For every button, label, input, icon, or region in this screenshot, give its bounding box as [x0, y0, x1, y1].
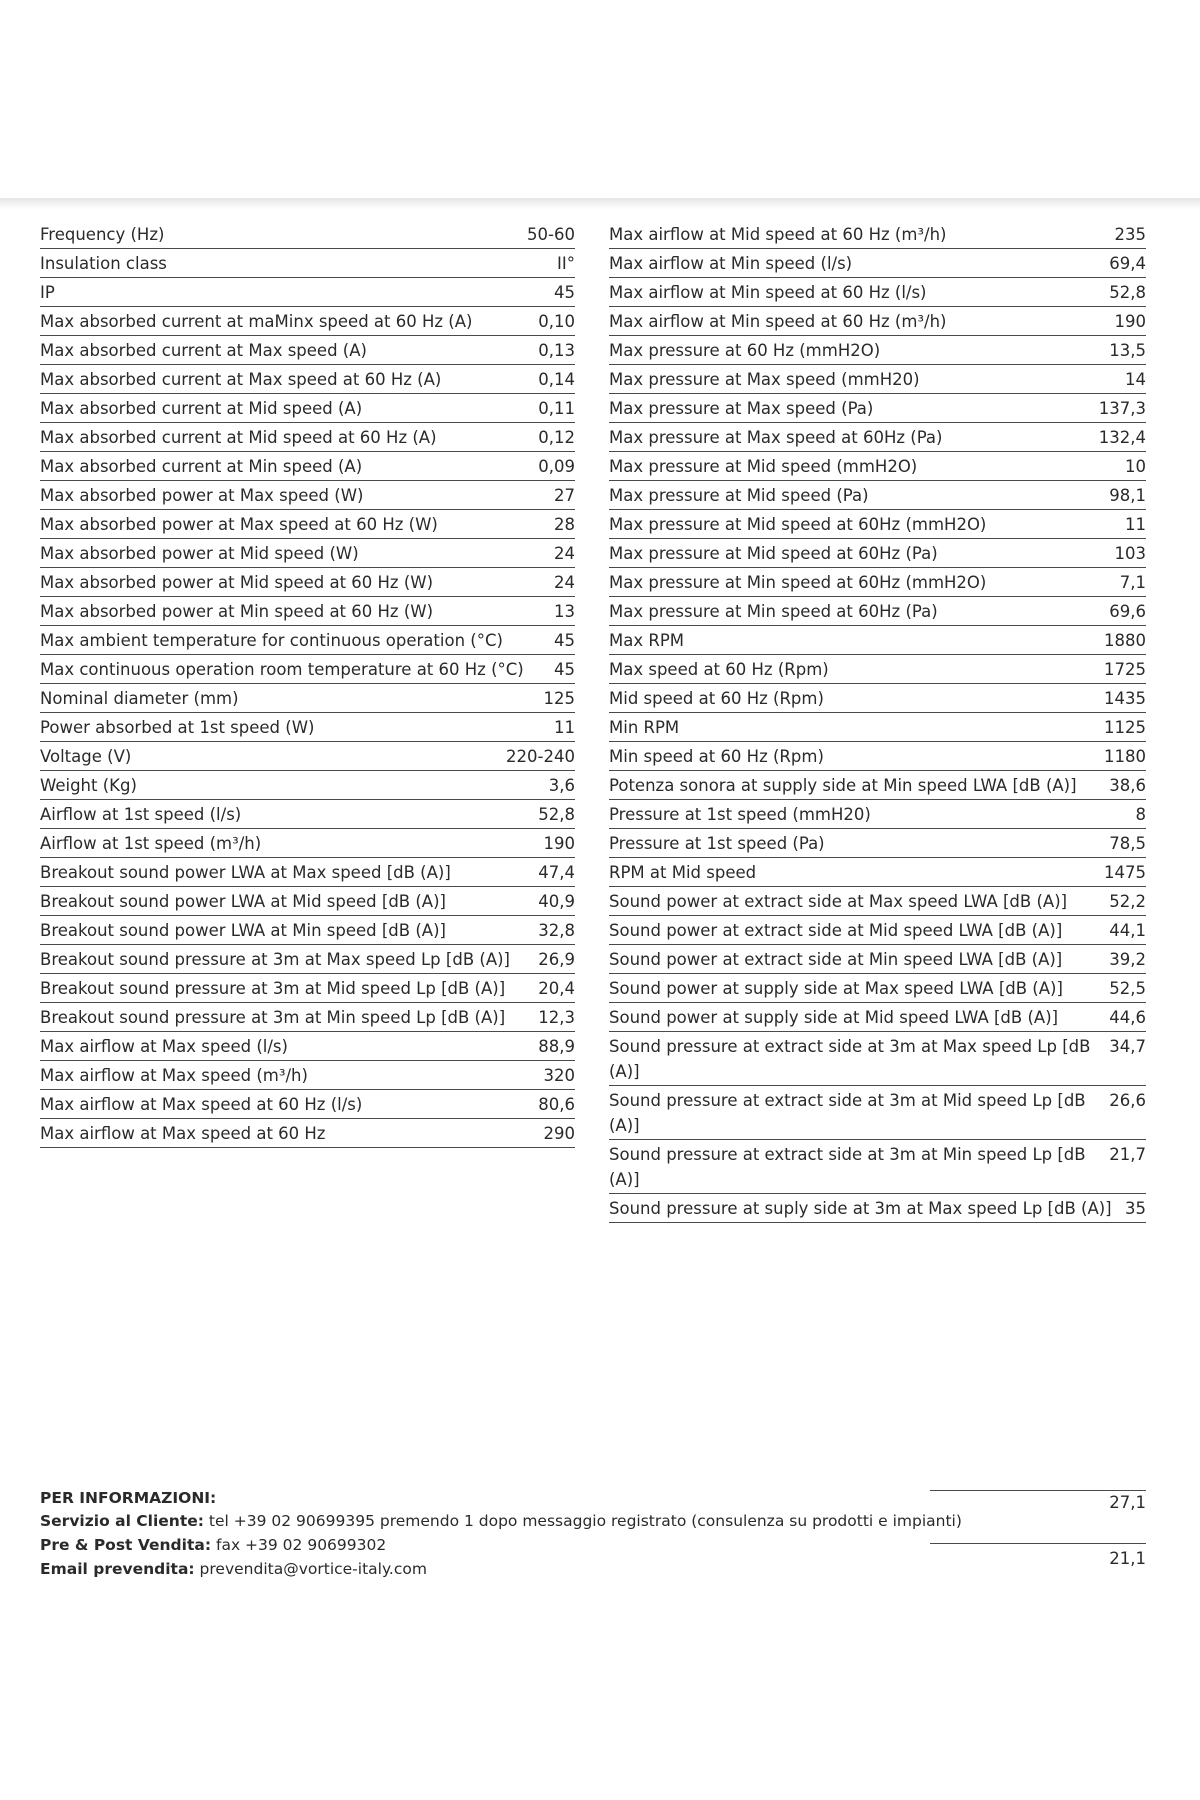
spec-label: Max airflow at Min speed at 60 Hz (l/s) — [609, 283, 927, 302]
spec-row — [40, 1032, 575, 1061]
spec-label: Max airflow at Max speed at 60 Hz — [40, 1124, 326, 1143]
spec-row — [40, 974, 575, 1003]
spec-row — [40, 1119, 575, 1148]
spec-row — [40, 481, 575, 510]
spec-value: 8 — [1135, 805, 1146, 824]
spec-label: Max pressure at Max speed (mmH20) — [609, 370, 920, 389]
spec-value: 0,11 — [538, 399, 575, 418]
spec-label: Sound pressure at extract side at 3m at Mid speed Lp [dB (A)] — [609, 1091, 1086, 1135]
spec-label: Breakout sound pressure at 3m at Max speed Lp [dB (A)] — [40, 950, 510, 969]
spec-value: 26,6 — [1109, 1091, 1146, 1110]
spec-row — [609, 423, 1146, 452]
spec-value: 47,4 — [538, 863, 575, 882]
spec-row — [40, 916, 575, 945]
spec-label: Max absorbed current at Max speed at 60 Hz (A) — [40, 370, 442, 389]
spec-label: Max pressure at Mid speed (Pa) — [609, 486, 869, 505]
spec-value: 45 — [554, 660, 575, 679]
spec-row — [609, 249, 1146, 278]
spec-value: 98,1 — [1109, 486, 1146, 505]
spec-value: 88,9 — [538, 1037, 575, 1056]
spec-row — [40, 1003, 575, 1032]
contact-line-service — [40, 1509, 962, 1533]
spec-value: 52,5 — [1109, 979, 1146, 998]
spec-value: 44,6 — [1109, 1008, 1146, 1027]
spec-label: Voltage (V) — [40, 747, 132, 766]
spec-value: 21,7 — [1109, 1145, 1146, 1164]
spec-value: 0,13 — [538, 341, 575, 360]
spec-value: 20,4 — [538, 979, 575, 998]
spec-row — [40, 742, 575, 771]
spec-row — [40, 1061, 575, 1090]
spec-row — [609, 307, 1146, 336]
spec-value: 1880 — [1104, 631, 1146, 650]
spec-row — [40, 655, 575, 684]
spec-label: Max speed at 60 Hz (Rpm) — [609, 660, 829, 679]
spec-label: Sound pressure at suply side at 3m at Max speed Lp [dB (A)] — [609, 1199, 1112, 1218]
spec-label: Max absorbed power at Min speed at 60 Hz (W) — [40, 602, 434, 621]
spec-label: Max airflow at Max speed (l/s) — [40, 1037, 288, 1056]
spec-row — [609, 626, 1146, 655]
spec-label: Nominal diameter (mm) — [40, 689, 239, 708]
spec-value: 52,2 — [1109, 892, 1146, 911]
spec-label: Max RPM — [609, 631, 685, 650]
spec-value: 103 — [1114, 544, 1146, 563]
spec-label: Weight (Kg) — [40, 776, 137, 795]
spec-row — [609, 597, 1146, 626]
spec-row — [609, 394, 1146, 423]
spec-row — [609, 510, 1146, 539]
spec-row — [609, 916, 1146, 945]
spec-row — [609, 1003, 1146, 1032]
spec-value: 52,8 — [538, 805, 575, 824]
spec-value: 1725 — [1104, 660, 1146, 679]
spec-label: Breakout sound power LWA at Max speed [dB (A)] — [40, 863, 451, 882]
contact-label: Servizio al Cliente: — [40, 1512, 204, 1530]
spec-value: 44,1 — [1109, 921, 1146, 940]
spec-label: Pressure at 1st speed (mmH20) — [609, 805, 871, 824]
spec-value: 1475 — [1104, 863, 1146, 882]
spec-row — [609, 1032, 1146, 1086]
extra-value-2: 21,1 — [1109, 1549, 1146, 1568]
spec-label: Max absorbed current at Mid speed at 60 Hz (A) — [40, 428, 437, 447]
spec-label: Max absorbed power at Max speed (W) — [40, 486, 364, 505]
spec-value: 52,8 — [1109, 283, 1146, 302]
spec-row — [40, 568, 575, 597]
spec-value: 38,6 — [1109, 776, 1146, 795]
spec-value: 3,6 — [548, 776, 575, 795]
spec-value: 220-240 — [506, 747, 575, 766]
spec-value: 26,9 — [538, 950, 575, 969]
spec-row — [40, 423, 575, 452]
spec-row — [609, 365, 1146, 394]
spec-row — [609, 858, 1146, 887]
spec-value: 39,2 — [1109, 950, 1146, 969]
spec-row — [40, 278, 575, 307]
contact-text: fax +39 02 90699302 — [215, 1536, 387, 1554]
spec-row — [609, 800, 1146, 829]
spec-label: Max pressure at Mid speed at 60Hz (Pa) — [609, 544, 938, 563]
spec-row — [609, 1140, 1146, 1194]
spec-value: 27 — [554, 486, 575, 505]
spec-value: 1435 — [1104, 689, 1146, 708]
spec-value: 35 — [1125, 1199, 1146, 1218]
spec-row — [609, 742, 1146, 771]
spec-row — [40, 452, 575, 481]
spec-row — [609, 655, 1146, 684]
spec-label: Max airflow at Min speed at 60 Hz (m³/h) — [609, 312, 947, 331]
spec-label: Max absorbed power at Mid speed at 60 Hz (W) — [40, 573, 434, 592]
contact-text: tel +39 02 90699395 premendo 1 dopo messaggio registrato (consulenza su prodotti e impianti) — [208, 1512, 962, 1530]
spec-value: 50-60 — [527, 225, 575, 244]
spec-row — [609, 684, 1146, 713]
spec-value: 10 — [1125, 457, 1146, 476]
spec-label: Frequency (Hz) — [40, 225, 165, 244]
spec-label: Max pressure at Mid speed at 60Hz (mmH2O) — [609, 515, 987, 534]
spec-label: Pressure at 1st speed (Pa) — [609, 834, 825, 853]
spec-label: Potenza sonora at supply side at Min speed LWA [dB (A)] — [609, 776, 1077, 795]
spec-value: 13,5 — [1109, 341, 1146, 360]
spec-label: Max absorbed current at maMinx speed at 60 Hz (A) — [40, 312, 473, 331]
contact-line-sales — [40, 1533, 940, 1557]
spec-row — [609, 887, 1146, 916]
spec-label: Sound power at supply side at Max speed LWA [dB (A)] — [609, 979, 1063, 998]
spec-row — [609, 829, 1146, 858]
spec-value: 0,14 — [538, 370, 575, 389]
spec-value: 24 — [554, 544, 575, 563]
spec-row — [40, 249, 575, 278]
spec-row — [609, 1194, 1146, 1223]
spec-value: 0,10 — [538, 312, 575, 331]
spec-value: 40,9 — [538, 892, 575, 911]
spec-label: Sound pressure at extract side at 3m at Min speed Lp [dB (A)] — [609, 1145, 1086, 1189]
spec-label: Sound power at extract side at Mid speed LWA [dB (A)] — [609, 921, 1063, 940]
spec-label: Max airflow at Max speed at 60 Hz (l/s) — [40, 1095, 363, 1114]
spec-value: 235 — [1114, 225, 1146, 244]
spec-row — [40, 945, 575, 974]
spec-value: 190 — [1114, 312, 1146, 331]
spec-row — [40, 858, 575, 887]
spec-value: 137,3 — [1098, 399, 1146, 418]
spec-label: Min RPM — [609, 718, 680, 737]
contact-label: Email prevendita: — [40, 1560, 195, 1578]
spec-label: Sound power at extract side at Max speed LWA [dB (A)] — [609, 892, 1068, 911]
spec-label: Sound power at extract side at Min speed LWA [dB (A)] — [609, 950, 1063, 969]
spec-row — [40, 800, 575, 829]
spec-value: 132,4 — [1098, 428, 1146, 447]
spec-row — [609, 336, 1146, 365]
spec-value: 32,8 — [538, 921, 575, 940]
spec-label: Power absorbed at 1st speed (W) — [40, 718, 315, 737]
page-top-shadow — [0, 198, 1200, 210]
spec-value: 12,3 — [538, 1008, 575, 1027]
extra-value-1: 27,1 — [1109, 1493, 1146, 1512]
spec-label: Max airflow at Max speed (m³/h) — [40, 1066, 308, 1085]
spec-row — [40, 336, 575, 365]
spec-row — [609, 945, 1146, 974]
spec-label: Max airflow at Mid speed at 60 Hz (m³/h) — [609, 225, 947, 244]
spec-row — [40, 510, 575, 539]
spec-row — [609, 568, 1146, 597]
spec-label: Sound power at supply side at Mid speed LWA [dB (A)] — [609, 1008, 1059, 1027]
spec-label: IP — [40, 283, 55, 302]
spec-table-left — [40, 220, 575, 1148]
spec-value: 0,09 — [538, 457, 575, 476]
spec-value: 78,5 — [1109, 834, 1146, 853]
spec-value: 80,6 — [538, 1095, 575, 1114]
spec-row — [40, 539, 575, 568]
extra-rule-1 — [930, 1490, 1146, 1491]
spec-row — [40, 365, 575, 394]
spec-value: 45 — [554, 631, 575, 650]
spec-row — [609, 278, 1146, 307]
spec-label: Max absorbed power at Mid speed (W) — [40, 544, 359, 563]
spec-row — [609, 1086, 1146, 1140]
spec-label: Max continuous operation room temperature at 60 Hz (°C) — [40, 660, 524, 679]
spec-row — [609, 481, 1146, 510]
spec-label: Airflow at 1st speed (m³/h) — [40, 834, 262, 853]
spec-row — [609, 771, 1146, 800]
spec-label: Max airflow at Min speed (l/s) — [609, 254, 853, 273]
contact-email-link[interactable]: prevendita@vortice-italy.com — [199, 1560, 427, 1578]
spec-label: Max ambient temperature for continuous operation (°C) — [40, 631, 503, 650]
spec-label: Breakout sound pressure at 3m at Mid speed Lp [dB (A)] — [40, 979, 506, 998]
spec-value: 1180 — [1104, 747, 1146, 766]
spec-value: 14 — [1125, 370, 1146, 389]
spec-value: 0,12 — [538, 428, 575, 447]
spec-value: 13 — [554, 602, 575, 621]
contact-label: Pre & Post Vendita: — [40, 1536, 212, 1554]
spec-row — [40, 713, 575, 742]
spec-label: Breakout sound pressure at 3m at Min speed Lp [dB (A)] — [40, 1008, 506, 1027]
spec-row — [40, 220, 575, 249]
spec-row — [609, 974, 1146, 1003]
spec-value: II° — [557, 254, 575, 273]
spec-value: 11 — [554, 718, 575, 737]
spec-value: 125 — [543, 689, 575, 708]
spec-row — [40, 307, 575, 336]
spec-row — [40, 887, 575, 916]
spec-label: Max pressure at 60 Hz (mmH2O) — [609, 341, 881, 360]
spec-label: Max absorbed current at Mid speed (A) — [40, 399, 363, 418]
spec-value: 320 — [543, 1066, 575, 1085]
spec-row — [609, 539, 1146, 568]
spec-row — [40, 771, 575, 800]
spec-label: Airflow at 1st speed (l/s) — [40, 805, 242, 824]
spec-table-right — [609, 220, 1146, 1223]
spec-row — [40, 597, 575, 626]
spec-value: 190 — [543, 834, 575, 853]
spec-label: Max pressure at Min speed at 60Hz (Pa) — [609, 602, 938, 621]
spec-row — [40, 394, 575, 423]
extra-rule-2 — [930, 1543, 1146, 1544]
contact-info — [40, 1487, 962, 1581]
spec-row — [40, 1090, 575, 1119]
spec-value: 45 — [554, 283, 575, 302]
spec-value: 7,1 — [1119, 573, 1146, 592]
spec-value: 28 — [554, 515, 575, 534]
spec-label: Max pressure at Mid speed (mmH2O) — [609, 457, 918, 476]
spec-label: Min speed at 60 Hz (Rpm) — [609, 747, 824, 766]
spec-label: Max pressure at Min speed at 60Hz (mmH2O) — [609, 573, 987, 592]
contact-title: PER INFORMAZIONI: — [40, 1489, 217, 1507]
spec-label: Insulation class — [40, 254, 167, 273]
spec-value: 69,4 — [1109, 254, 1146, 273]
spec-row — [609, 452, 1146, 481]
spec-label: Breakout sound power LWA at Min speed [dB (A)] — [40, 921, 446, 940]
spec-value: 290 — [543, 1124, 575, 1143]
spec-value: 34,7 — [1109, 1037, 1146, 1056]
spec-label: Max pressure at Max speed at 60Hz (Pa) — [609, 428, 943, 447]
spec-row — [609, 713, 1146, 742]
spec-label: RPM at Mid speed — [609, 863, 757, 882]
spec-value: 1125 — [1104, 718, 1146, 737]
spec-row — [609, 220, 1146, 249]
spec-value: 24 — [554, 573, 575, 592]
spec-label: Max absorbed power at Max speed at 60 Hz (W) — [40, 515, 438, 534]
spec-label: Sound pressure at extract side at 3m at Max speed Lp [dB (A)] — [609, 1037, 1091, 1081]
spec-row — [40, 626, 575, 655]
spec-label: Mid speed at 60 Hz (Rpm) — [609, 689, 824, 708]
spec-label: Max pressure at Max speed (Pa) — [609, 399, 874, 418]
spec-label: Max absorbed current at Min speed (A) — [40, 457, 363, 476]
contact-line-email — [40, 1557, 940, 1581]
spec-label: Breakout sound power LWA at Mid speed [dB (A)] — [40, 892, 446, 911]
spec-row — [40, 684, 575, 713]
spec-label: Max absorbed current at Max speed (A) — [40, 341, 367, 360]
spec-row — [40, 829, 575, 858]
spec-value: 11 — [1125, 515, 1146, 534]
spec-value: 69,6 — [1109, 602, 1146, 621]
